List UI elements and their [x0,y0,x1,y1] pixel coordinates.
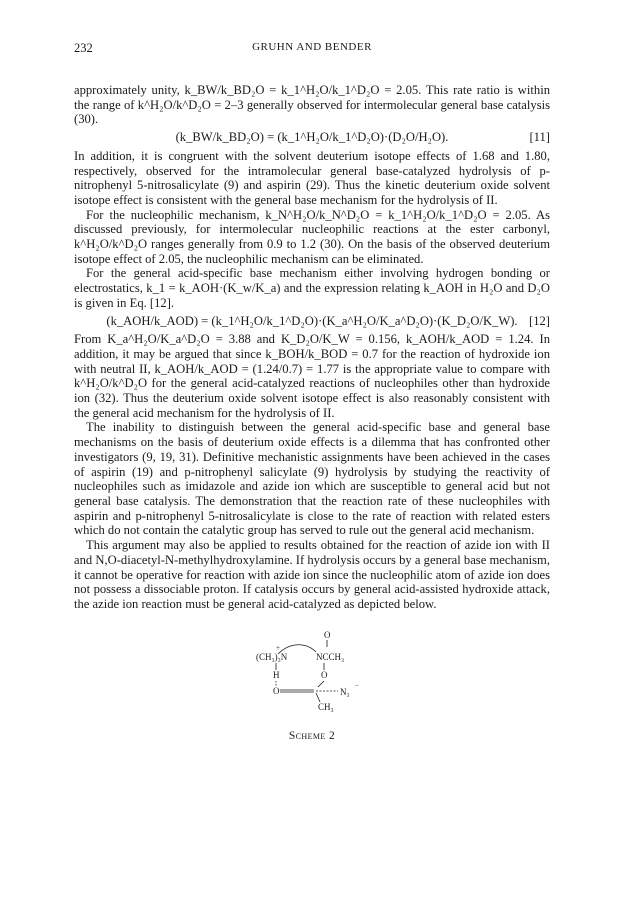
equation-12 [74,314,550,329]
equation-11 [74,130,550,145]
running-head: GRUHN AND BENDER [252,41,372,53]
bond-o-c [318,681,324,687]
paragraph-3: For the nucleophilic mechanism, k_N^H₂O/k_N^D₂O = k_1^H₂O/k_1^D₂O = 2.05. As discussed previously, for intermolecular nucleophilic reactions at the ester carbonyl, k^H₂O/k^D₂O ranges generally from 0.9 to 1.2 (30). On the basis of the observed deuterium isotope effect of 2.05, the nucleophilic mechanism can be eliminated. [74,207,550,266]
page-header [74,41,550,57]
atom-o-mid: O [321,669,328,680]
page [74,41,550,742]
scheme-2-structure [254,630,384,728]
equation-11-number: [11] [529,130,550,145]
page-number: 232 [74,41,93,55]
paragraph-2: In addition, it is congruent with the solvent deuterium isotope effects of 1.68 and 1.80, respectively, observed for the intramolecular general base-catalyzed hydrolysis of p-nitrophenyl 5-nitrosalicylate (9) and aspirin (29). Thus the kinetic deuterium oxide solvent isotope effect is consistent with the general base mechanism for the hydrolysis of II. [74,148,550,207]
atom-n-right: NCCH₃ [316,651,345,662]
paragraph-4: For the general acid-specific base mechanism either involving hydrogen bonding or electrostatics, k_1 = k_AOH·(K_w/K_a) and the expression relating k_AOH in H₂O and D₂O is given in Eq. [12]. [74,266,550,310]
paragraph-1: approximately unity, k_BW/k_BD₂O = k_1^H₂O/k_1^D₂O = 2.05. This rate ratio is within the range of k^H₂O/k^D₂O = 2–3 generally observed for intermolecular general base catalysis (30). [74,83,550,127]
paragraph-7: This argument may also be applied to results obtained for the reaction of azide ion with II and N,O-diacetyl-N-methylhydroxylamine. If hydrolysis occurs by a general base mechanism, it cannot be operative for reaction with azide ion since the nucleophilic atom of azide ion does not possess a dissociable proton. If catalysis occurs by general acid-assisted hydroxide attack, the azide ion reaction must be general acid-catalyzed as depicted below. [74,538,550,611]
scheme-label: Scheme 2 [288,729,336,742]
atom-n3: N₃ [340,686,350,697]
article-body [74,83,550,612]
equation-11-expression: (k_BW/k_BD₂O) = (k_1^H₂O/k_1^D₂O)·(D₂O/H₂O). [175,130,449,145]
atom-minus: − [355,681,359,690]
paragraph-5: From K_a^H₂O/K_a^D₂O = 3.88 and K_D₂O/K_W = 0.156, k_AOH/k_AOD = 1.24. In addition, it may be argued that since k_BOH/k_BOD = 0.7 for the reaction of hydroxide ion with neutral II, k_AOH/k_AOD = (1.24/0.7) = 1.77 is the appropriate value to compare with k^H₂O/k^D₂O for the general acid-catalyzed reactions of nucleophiles other than hydroxide ion (32). Thus the deuterium oxide solvent isotope effect is also reasonably consistent with the general acid mechanism for the hydrolysis of II. [74,332,550,420]
atom-o-bottom: O [273,685,280,696]
equation-12-expression: (k_AOH/k_AOD) = (k_1^H₂O/k_1^D₂O)·(K_a^H₂O/K_a^D₂O)·(K_D₂O/K_W). [106,313,518,328]
equation-12-number: [12] [529,313,550,328]
atom-plus: + [276,643,280,652]
atom-o-top: O [324,629,331,640]
bond-c-ch3 [316,693,320,702]
scheme-2 [74,630,550,742]
atom-n-left: (CH₃)₃N [256,651,288,662]
paragraph-6: The inability to distinguish between the general acid-specific base and general base mechanisms on the basis of deuterium oxide effects is a dilemma that has confronted other investigators (9, 19, 31). Definitive mechanistic assignments have been achieved in the cases of aspirin (19) and p-nitrophenyl salicylate (9) hydrolysis by studying the reactivity of nucleophiles such as imidazole and azide ion which are susceptible to general acid but not general base catalysis. The demonstration that the reaction rate of these nucleophiles with aspirin and p-nitrophenyl 5-nitrosalicylate is close to the rate of reaction with related esters which do not contain the catalytic group has served to rule out the general acid mechanism. [74,420,550,538]
atom-ch3: CH₃ [318,701,334,712]
atom-h: H [273,669,280,680]
